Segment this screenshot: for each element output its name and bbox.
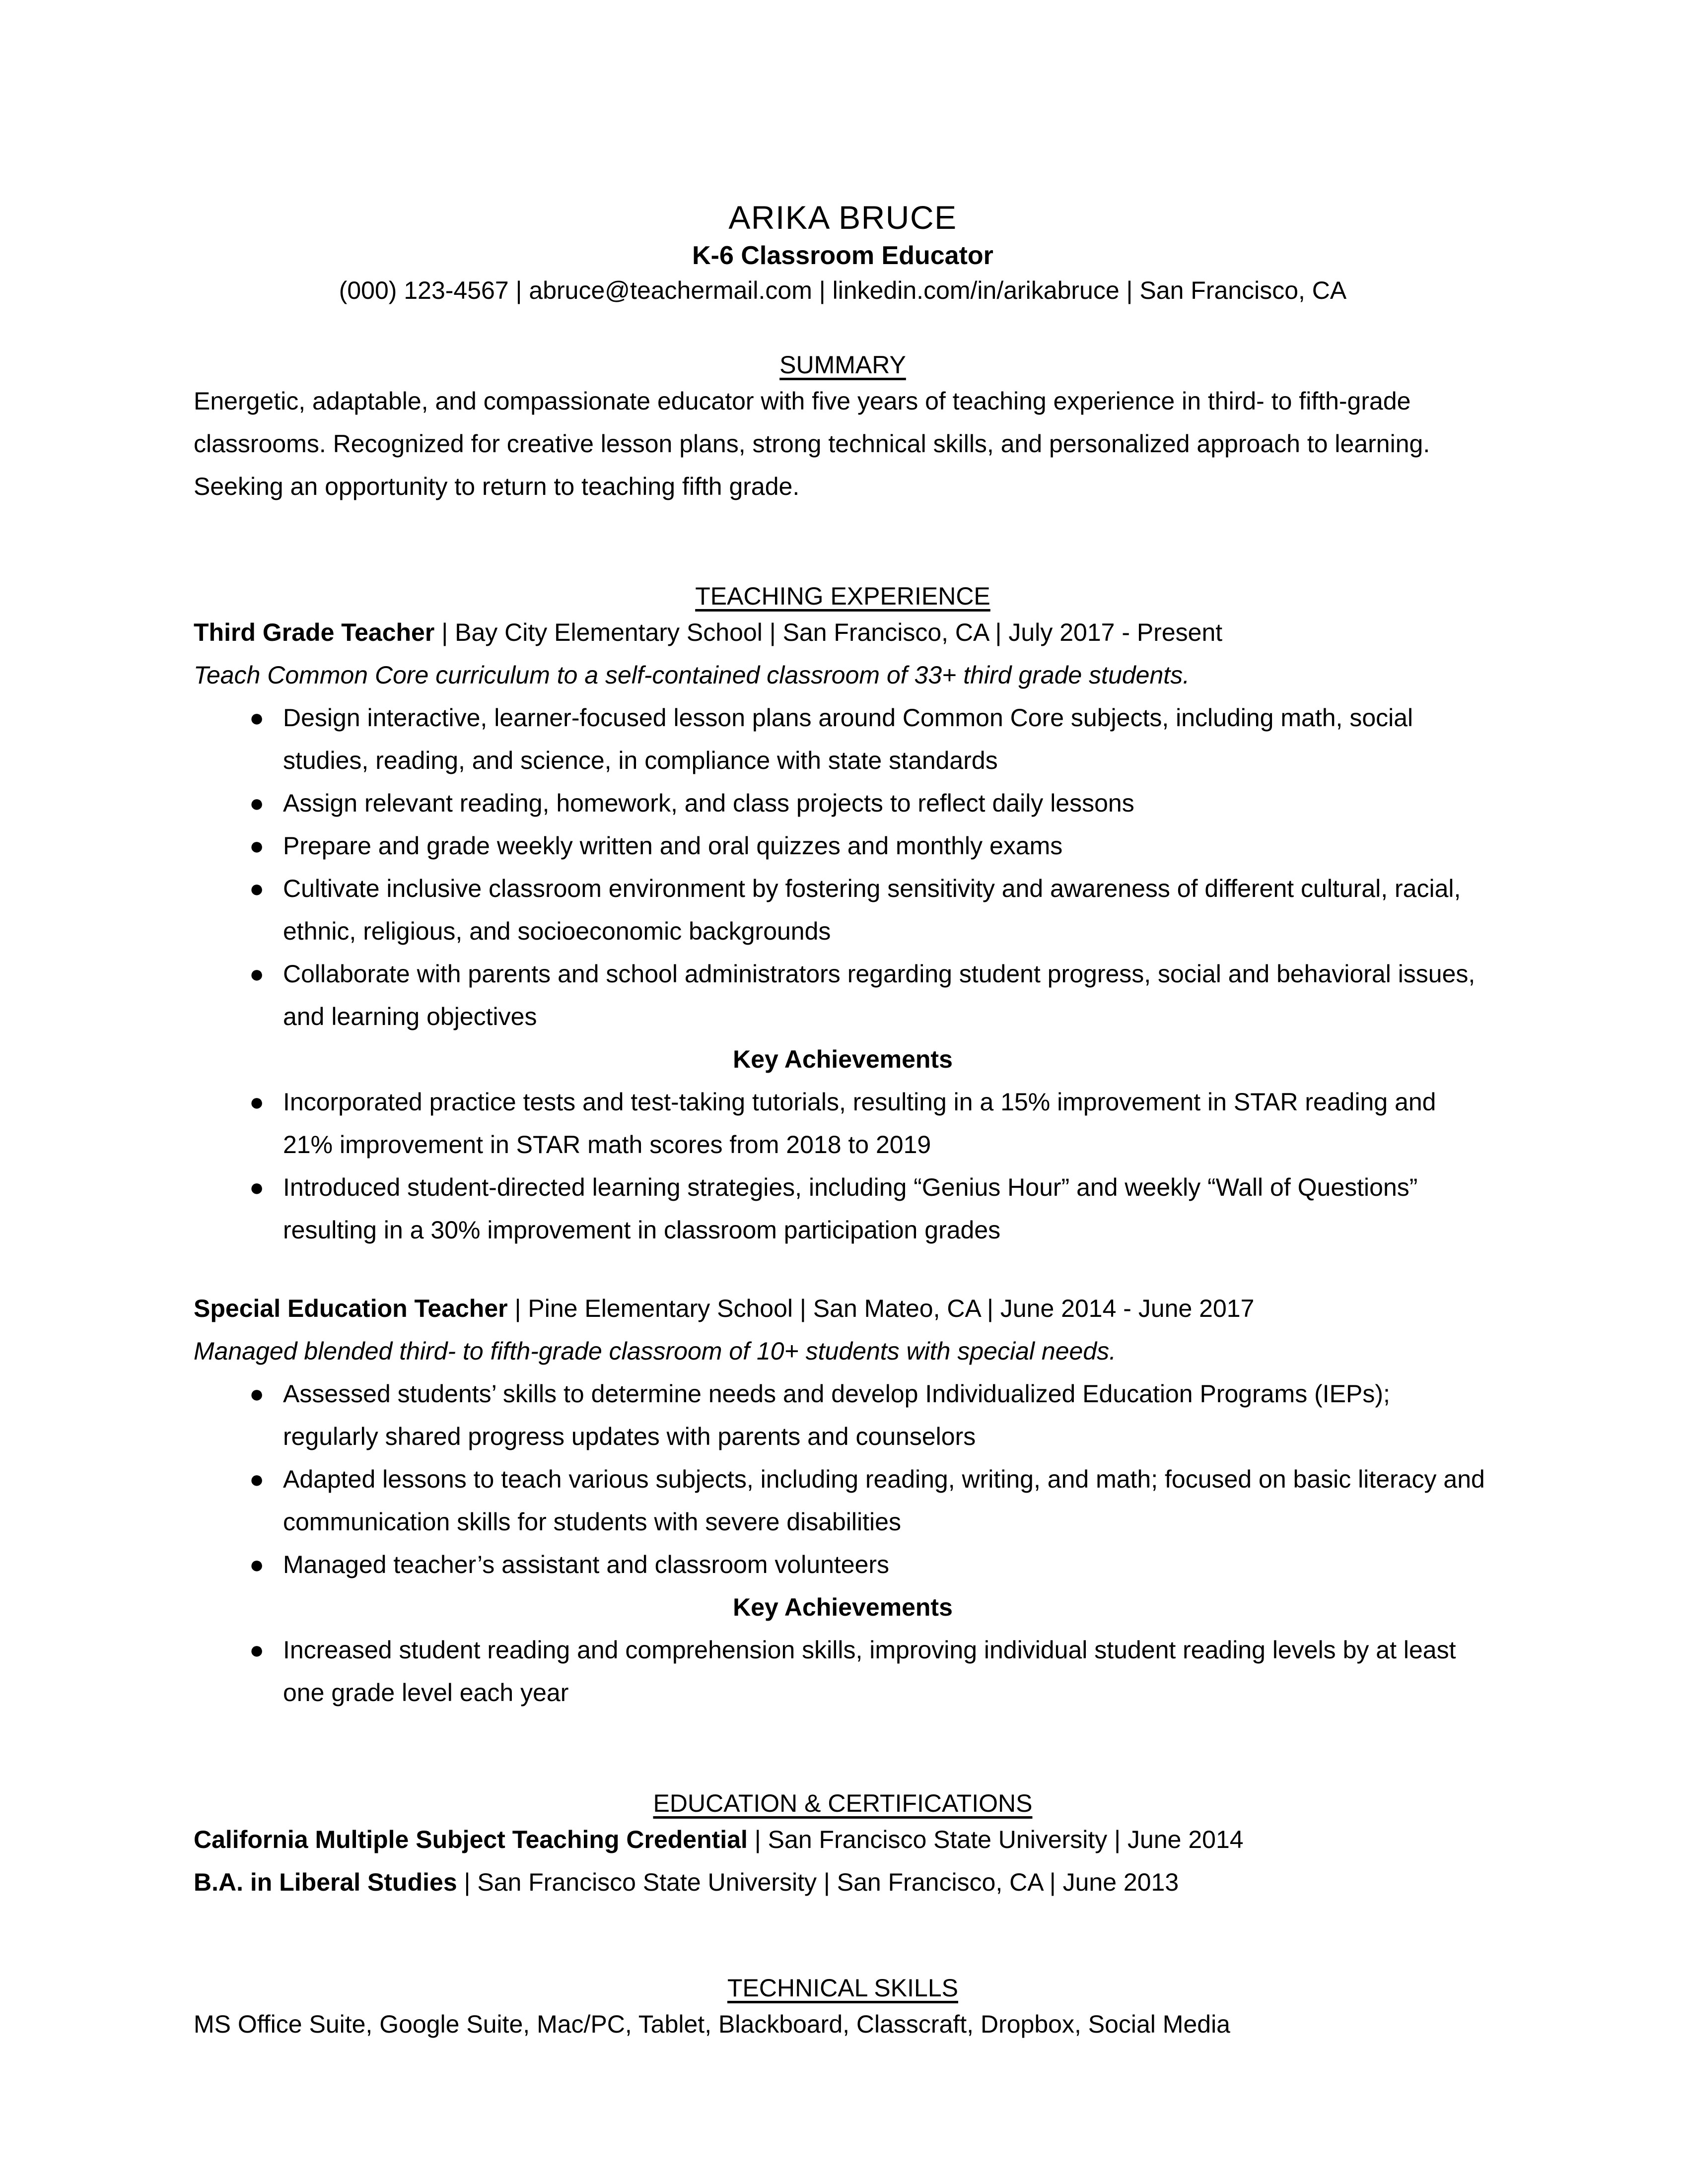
education-meta: | San Francisco State University | San Francisco, CA | June 2013 (457, 1868, 1179, 1896)
job-description: Teach Common Core curriculum to a self-contained classroom of 33+ third grade students. (194, 661, 1190, 689)
section-heading-education-label: EDUCATION & CERTIFICATIONS (653, 1789, 1033, 1817)
key-achievements-heading: Key Achievements (733, 1593, 953, 1621)
experience-entry (194, 611, 1492, 1251)
list-item (194, 1081, 1492, 1166)
list-item-text: Cultivate inclusive classroom environment by fostering sensitivity and awareness of different cultural, racial, ethnic, religious, and socioeconomic backgrounds (283, 874, 1461, 945)
bullet-dot-icon: ● (249, 1088, 265, 1116)
job-achievement-list (194, 1081, 1492, 1251)
skills-text: MS Office Suite, Google Suite, Mac/PC, Tablet, Blackboard, Classcraft, Dropbox, Social Media (194, 2010, 1230, 2038)
experience-entry (194, 1287, 1492, 1714)
education-credential: California Multiple Subject Teaching Credential (194, 1825, 748, 1853)
list-item-text: Assessed students’ skills to determine needs and develop Individualized Education Programs (IEPs); regularly shared progress updates with parents and counselors (283, 1379, 1390, 1450)
spacer-before-experience (194, 508, 1492, 581)
bullet-dot-icon: ● (249, 831, 265, 860)
bullet-dot-icon: ● (249, 1173, 265, 1201)
spacer-before-education (194, 1714, 1492, 1788)
list-item-text: Increased student reading and comprehension skills, improving individual student reading levels by at least one grade level each year (283, 1636, 1456, 1706)
job-title: Third Grade Teacher (194, 618, 435, 646)
section-heading-summary-label: SUMMARY (779, 350, 906, 379)
list-item (194, 1629, 1492, 1714)
list-item (194, 782, 1492, 824)
job-title-line (194, 611, 1492, 654)
list-item-text: Prepare and grade weekly written and oral quizzes and monthly exams (283, 831, 1063, 860)
candidate-headline: K-6 Classroom Educator (692, 241, 993, 270)
job-achievement-list (194, 1629, 1492, 1714)
education-credential: B.A. in Liberal Studies (194, 1868, 457, 1896)
list-item-text: Adapted lessons to teach various subjects, including reading, writing, and math; focused on basic literacy and communication skills for students with severe disabilities (283, 1465, 1485, 1536)
list-item-text: Collaborate with parents and school administrators regarding student progress, social and behavioral issues, and learning objectives (283, 959, 1476, 1030)
list-item (194, 1458, 1492, 1543)
list-item-text: Incorporated practice tests and test-taking tutorials, resulting in a 15% improvement in STAR reading and 21% improvement in STAR math scores from 2018 to 2019 (283, 1088, 1436, 1159)
summary-text: Energetic, adaptable, and compassionate educator with five years of teaching experience in third- to fifth-grade classrooms. Recognized for creative lesson plans, strong technical skills, and personalized approach to learning. Seeking an opportunity to return to teaching fifth grade. (194, 387, 1430, 500)
job-title: Special Education Teacher (194, 1294, 508, 1322)
candidate-name: ARIKA BRUCE (728, 199, 957, 236)
list-item (194, 953, 1492, 1038)
list-item-text: Design interactive, learner-focused lesson plans around Common Core subjects, including math, social studies, reading, and science, in compliance with state standards (283, 703, 1413, 774)
education-meta: | San Francisco State University | June 2014 (747, 1825, 1244, 1853)
bullet-dot-icon: ● (249, 789, 265, 817)
job-description: Managed blended third- to fifth-grade classroom of 10+ students with special needs. (194, 1337, 1117, 1365)
resume-header (194, 199, 1492, 306)
list-item-text: Managed teacher’s assistant and classroom volunteers (283, 1550, 890, 1578)
list-item (194, 696, 1492, 782)
section-heading-education (194, 1788, 1492, 1818)
key-achievements-heading: Key Achievements (733, 1045, 953, 1073)
list-item-text: Assign relevant reading, homework, and class projects to reflect daily lessons (283, 789, 1134, 817)
list-item (194, 1372, 1492, 1458)
bullet-dot-icon: ● (249, 874, 265, 902)
job-title-line (194, 1287, 1492, 1330)
list-item (194, 867, 1492, 953)
bullet-dot-icon: ● (249, 1379, 265, 1408)
section-heading-skills (194, 1973, 1492, 2003)
spacer-between-jobs (194, 1251, 1492, 1287)
section-heading-skills-label: TECHNICAL SKILLS (727, 1974, 958, 2002)
list-item (194, 1166, 1492, 1251)
education-entry (194, 1861, 1492, 1904)
bullet-dot-icon: ● (249, 959, 265, 988)
job-bullet-list (194, 696, 1492, 1038)
job-meta: | Bay City Elementary School | San Francisco, CA | July 2017 - Present (434, 618, 1223, 646)
contact-line: (000) 123-4567 | abruce@teachermail.com | linkedin.com/in/arikabruce | San Francisco, CA (339, 276, 1347, 305)
job-meta: | Pine Elementary School | San Mateo, CA | June 2014 - June 2017 (507, 1294, 1255, 1322)
job-bullet-list (194, 1372, 1492, 1586)
list-item-text: Introduced student-directed learning strategies, including “Genius Hour” and weekly “Wall of Questions” resulting in a 30% improvement in classroom participation grades (283, 1173, 1418, 1244)
spacer-before-summary (194, 306, 1492, 350)
section-heading-experience-label: TEACHING EXPERIENCE (695, 582, 990, 610)
list-item (194, 824, 1492, 867)
bullet-dot-icon: ● (249, 1636, 265, 1664)
bullet-dot-icon: ● (249, 703, 265, 732)
bullet-dot-icon: ● (249, 1550, 265, 1578)
spacer-before-skills (194, 1904, 1492, 1973)
section-heading-summary (194, 350, 1492, 380)
section-heading-experience (194, 581, 1492, 611)
list-item (194, 1543, 1492, 1586)
education-entry (194, 1818, 1492, 1861)
bullet-dot-icon: ● (249, 1465, 265, 1493)
